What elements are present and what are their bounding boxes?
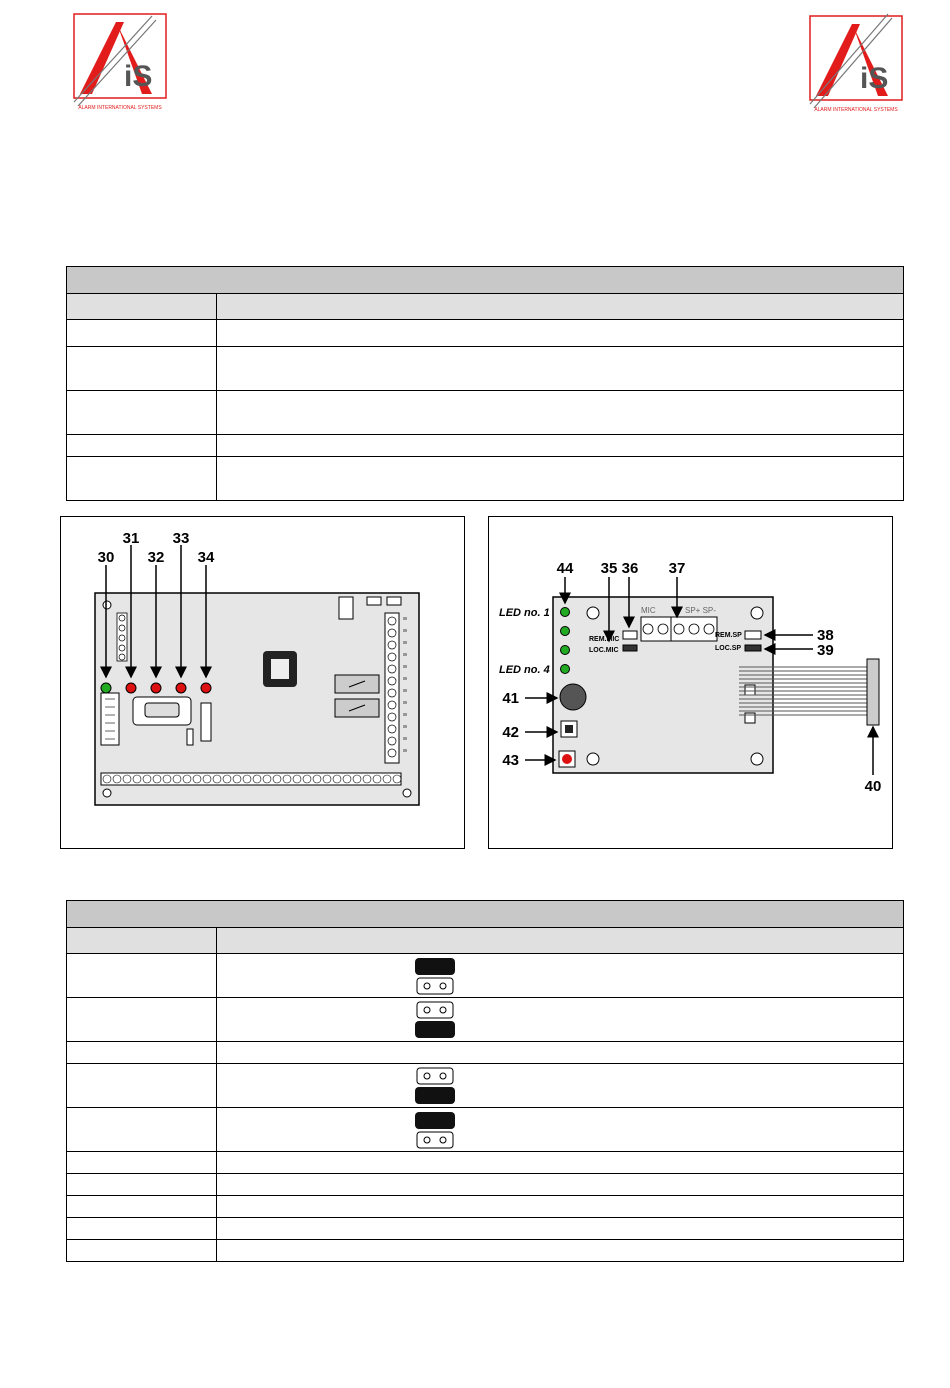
callout-39: 39 [817,642,834,659]
callout-30: 30 [97,549,115,566]
jumper-bottom-on-icon [413,1000,457,1040]
rem-sp-label: REM.SP [715,632,742,639]
table-row [67,954,904,998]
led-34 [201,683,211,693]
sp-label: SP+ SP- [685,606,716,615]
callout-34: 34 [197,549,215,566]
table-row [67,998,904,1042]
loc-mic-label: LOC.MIC [589,647,619,654]
callout-38: 38 [817,627,834,644]
table-1 [66,266,904,501]
svg-text:iS: iS [860,62,889,95]
led-33 [176,683,186,693]
table-2 [66,900,904,1262]
table-row [67,1064,904,1108]
mic-label: MIC [641,606,656,615]
callout-35: 35 [600,560,618,577]
table-1-header-row [67,294,904,320]
table-row [67,391,904,435]
table-1-title-row [67,267,904,294]
callout-41: 41 [502,690,519,707]
rem-mic-label: REM.MIC [589,636,620,643]
table-row [67,1108,904,1152]
logo-right [808,12,904,112]
svg-text:iS: iS [124,60,153,93]
table-2-header-row [67,928,904,954]
callout-32: 32 [147,549,165,566]
table-row [67,457,904,501]
callout-31: 31 [122,530,140,547]
voice-module-diagram [488,516,893,849]
table-row [67,1218,904,1240]
table-row [67,1174,904,1196]
table-row [67,435,904,457]
callout-37: 37 [668,560,686,577]
table-row [67,1152,904,1174]
led-30 [101,683,111,693]
callout-42: 42 [502,724,519,741]
loc-sp-label: LOC.SP [715,645,742,652]
table-row [67,1042,904,1064]
led-31 [126,683,136,693]
logo-left [72,12,168,112]
jumper-top-on-icon [413,1110,457,1150]
led-no-1-label: LED no. 1 [499,607,550,619]
callout-43: 43 [502,752,519,769]
table-2-title-row [67,901,904,928]
logo-right-caption: ALARM INTERNATIONAL SYSTEMS [814,107,898,112]
callout-44: 44 [556,560,574,577]
main-board-diagram [60,516,465,849]
callout-36: 36 [621,560,639,577]
table-row [67,1240,904,1262]
callout-33: 33 [172,530,190,547]
jumper-top-on-icon [413,956,457,996]
table-row [67,347,904,391]
table-row [67,320,904,347]
callout-40: 40 [864,778,882,795]
led-no-4-label: LED no. 4 [499,664,550,676]
jumper-bottom-on-icon [413,1066,457,1106]
table-row [67,1196,904,1218]
led-32 [151,683,161,693]
logo-left-caption: ALARM INTERNATIONAL SYSTEMS [78,105,162,111]
